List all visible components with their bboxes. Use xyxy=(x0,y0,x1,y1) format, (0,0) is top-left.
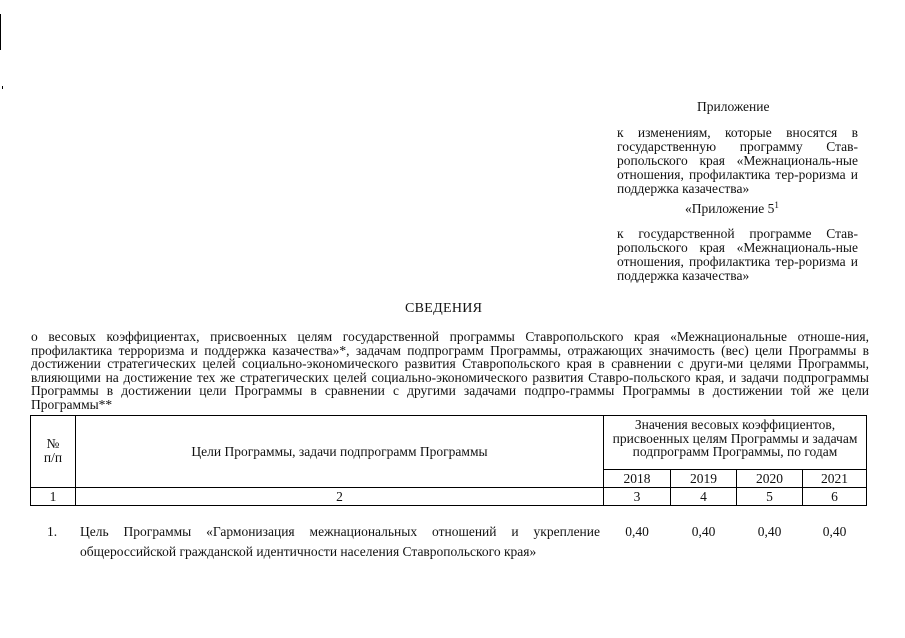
row-value-2020: 0,40 xyxy=(757,524,782,539)
row-value-2021: 0,40 xyxy=(822,524,847,539)
column-number: 2 xyxy=(336,489,343,504)
row-value-2019: 0,40 xyxy=(691,524,716,539)
year-header: 2021 xyxy=(821,471,848,486)
row-value-2018: 0,40 xyxy=(625,524,649,539)
year-header: 2019 xyxy=(690,471,717,486)
scan-speck xyxy=(2,86,3,89)
column-header-number: № п/п xyxy=(43,436,63,465)
column-number: 6 xyxy=(831,489,838,504)
column-header-values: Значения весовых коэффициентов, присвоенных целям Программы и задачам подпрограмм Программы, по годам xyxy=(612,417,858,459)
document-heading: СВЕДЕНИЯ xyxy=(405,301,483,316)
appendix-5-text: «Приложение 5 xyxy=(685,201,775,216)
appendix-note: к изменениям, которые вносятся в государственную программу Став-ропольского края «Межнациональ-ные отношения, профилактика тер-роризма и поддержка казачества» xyxy=(617,125,858,196)
row-goal-text: Цель Программы «Гармонизация межнациональных отношений и укрепление общероссийской гражданской идентичности населения Ставропольского края» xyxy=(80,524,600,559)
appendix-title: Приложение xyxy=(697,99,770,114)
column-header-goals: Цели Программы, задачи подпрограмм Программы xyxy=(191,444,488,459)
year-header: 2020 xyxy=(756,471,783,486)
appendix-5-label xyxy=(685,200,779,217)
scan-edge-mark xyxy=(0,14,1,50)
row-number: 1. xyxy=(47,524,58,539)
appendix-5-superscript: 1 xyxy=(774,200,779,210)
heading-description: о весовых коэффициентах, присвоенных целям государственной программы Ставропольского края «Межнациональные отноше-ния, профилактика терроризма и поддержка казачества»*, задачам подпрограмм Программы, отражающих значимость (вес) цели Программы в достижении стратегических целей социально-экономического развития Ставропольского края в сравнении с други-ми целями Программы, влияющими на достижение тех же стратегических целей социально-экономического развития Ставро-польского края, и задачи подпрограммы Программы в достижении цели Программы в сравнении с другими задачами подпро-граммы Программы в достижении той же цели Программы** xyxy=(31,329,869,412)
appendix-5-note: к государственной программе Став-ропольского края «Межнациональ-ные отношения, профилактика тер-роризма и поддержка казачества» xyxy=(617,226,858,283)
year-header: 2018 xyxy=(623,471,651,486)
column-number: 4 xyxy=(700,489,707,504)
column-number: 1 xyxy=(49,489,57,504)
column-number: 3 xyxy=(633,489,641,504)
column-number: 5 xyxy=(766,489,773,504)
